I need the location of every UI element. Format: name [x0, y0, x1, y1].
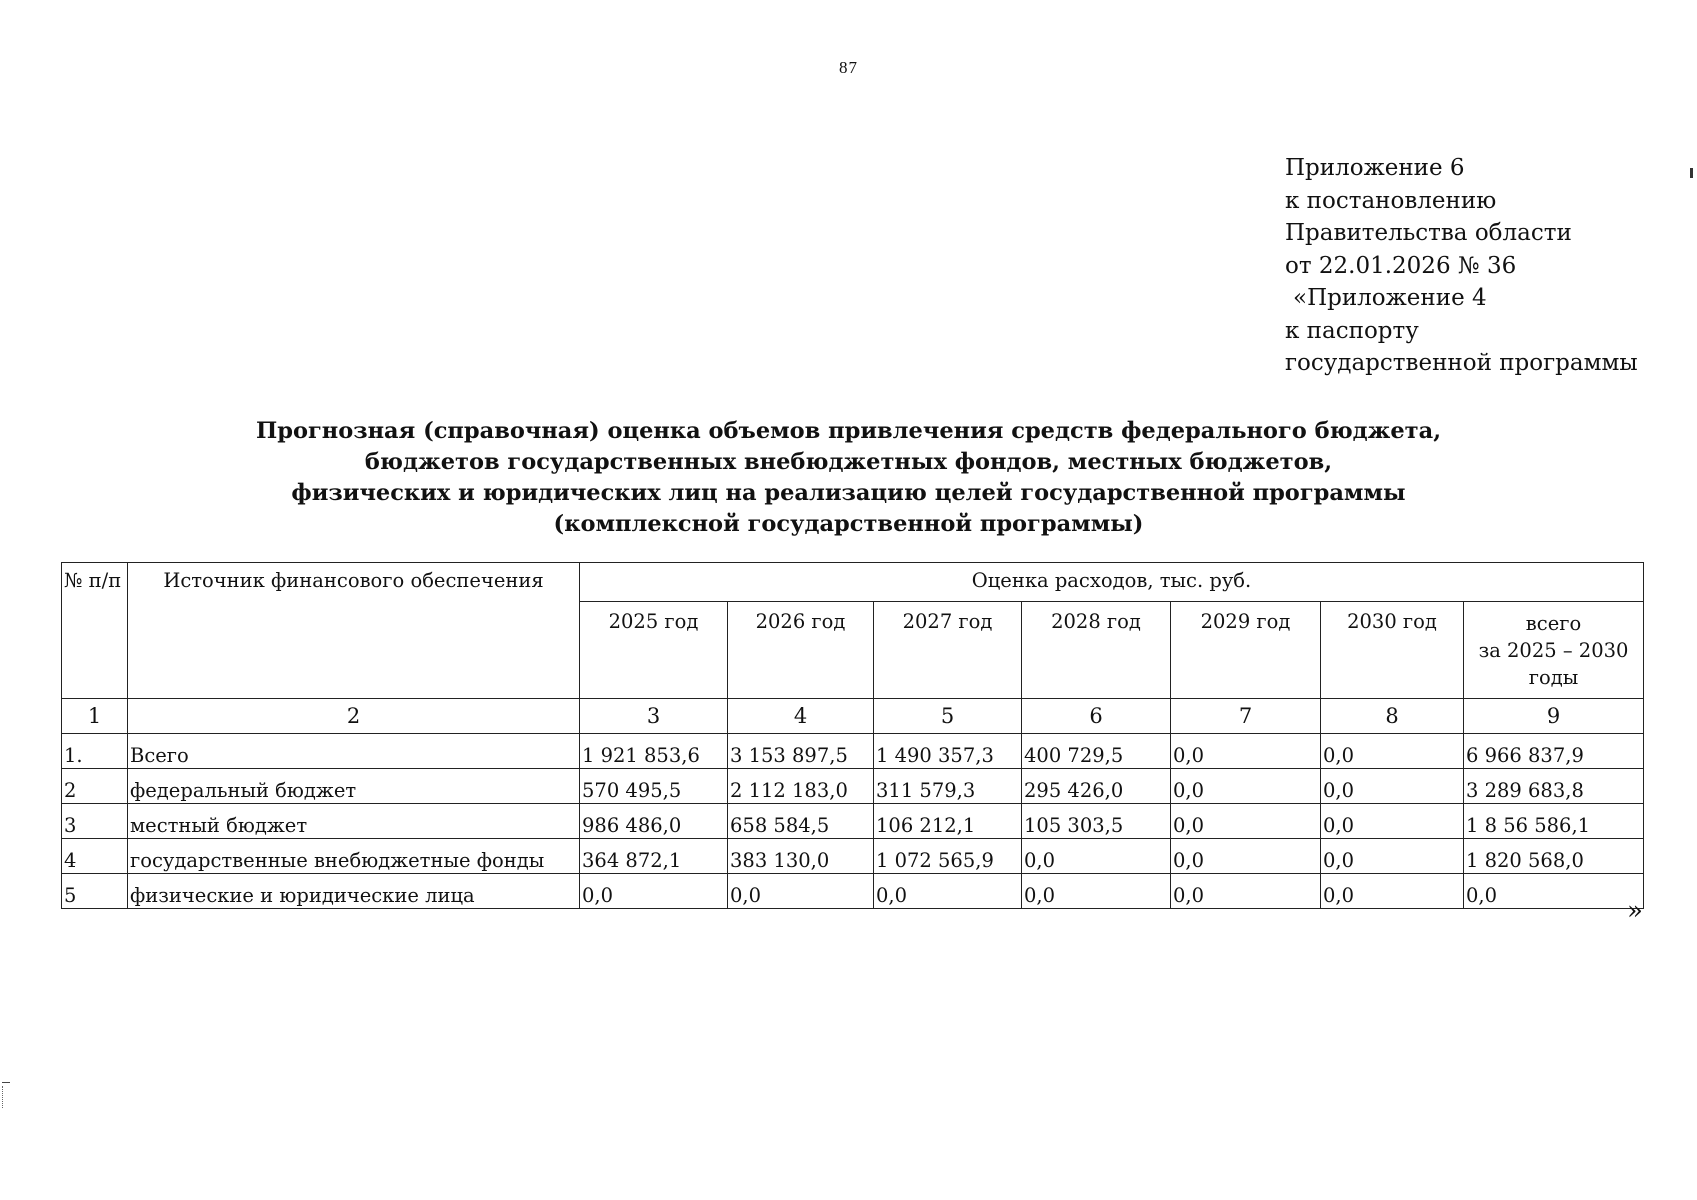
row-source: Всего [128, 734, 580, 769]
header-num: № п/п [62, 563, 128, 699]
column-number: 3 [580, 699, 728, 734]
row-total: 1 8 56 586,1 [1464, 804, 1644, 839]
row-value: 0,0 [1022, 839, 1171, 874]
appendix-line: Правительства области [1285, 220, 1572, 246]
page-number: 87 [839, 58, 858, 77]
header-total [1464, 602, 1644, 699]
row-num: 1. [62, 734, 128, 769]
row-value: 0,0 [580, 874, 728, 909]
row-value: 0,0 [1171, 734, 1321, 769]
row-value: 1 072 565,9 [874, 839, 1022, 874]
appendix-block [1285, 152, 1638, 380]
table-row [62, 804, 1644, 839]
row-value: 0,0 [1321, 769, 1464, 804]
scan-edge-mark [2, 1082, 10, 1083]
row-value: 0,0 [1321, 839, 1464, 874]
header-total-line: годы [1528, 666, 1579, 689]
row-source: местный бюджет [128, 804, 580, 839]
row-source: федеральный бюджет [128, 769, 580, 804]
appendix-line: к паспорту [1285, 317, 1419, 344]
header-year: 2027 год [874, 602, 1022, 699]
row-value: 0,0 [1022, 874, 1171, 909]
header-source: Источник финансового обеспечения [128, 563, 580, 699]
appendix-line: к постановлению [1285, 187, 1497, 214]
row-value: 0,0 [874, 874, 1022, 909]
row-value: 3 153 897,5 [728, 734, 874, 769]
table-row [62, 839, 1644, 874]
column-number: 4 [728, 699, 874, 734]
table-row [62, 734, 1644, 769]
scan-edge-mark [2, 1086, 9, 1108]
header-year: 2025 год [580, 602, 728, 699]
column-number: 8 [1321, 699, 1464, 734]
closing-quote: » [1627, 896, 1643, 926]
header-year: 2029 год [1171, 602, 1321, 699]
row-value: 295 426,0 [1022, 769, 1171, 804]
column-number: 6 [1022, 699, 1171, 734]
row-value: 311 579,3 [874, 769, 1022, 804]
column-number: 7 [1171, 699, 1321, 734]
row-total: 0,0 [1464, 874, 1644, 909]
title-line: физических и юридических лиц на реализацию целей государственной программы [291, 480, 1406, 506]
column-number: 9 [1464, 699, 1644, 734]
header-total-line: всего [1525, 612, 1582, 635]
scan-edge-mark [1690, 168, 1693, 178]
appendix-line: Приложение 6 [1285, 155, 1465, 181]
budget-table [61, 562, 1644, 909]
header-year: 2028 год [1022, 602, 1171, 699]
column-number: 2 [128, 699, 580, 734]
row-source: государственные внебюджетные фонды [128, 839, 580, 874]
row-total: 6 966 837,9 [1464, 734, 1644, 769]
appendix-line: «Приложение 4 [1293, 285, 1487, 311]
row-value: 0,0 [1171, 839, 1321, 874]
row-value: 0,0 [1321, 804, 1464, 839]
row-source: физические и юридические лица [128, 874, 580, 909]
row-value: 0,0 [1171, 874, 1321, 909]
row-num: 5 [62, 874, 128, 909]
table-row [62, 769, 1644, 804]
title-line: (комплексной государственной программы) [553, 511, 1144, 537]
row-num: 2 [62, 769, 128, 804]
row-value: 0,0 [1171, 804, 1321, 839]
row-value: 383 130,0 [728, 839, 874, 874]
table-row [62, 874, 1644, 909]
title-line: бюджетов государственных внебюджетных фондов, местных бюджетов, [364, 449, 1333, 475]
row-value: 364 872,1 [580, 839, 728, 874]
row-value: 400 729,5 [1022, 734, 1171, 769]
header-total-line: за 2025 – 2030 [1478, 639, 1629, 662]
row-value: 106 212,1 [874, 804, 1022, 839]
row-value: 105 303,5 [1022, 804, 1171, 839]
row-value: 1 490 357,3 [874, 734, 1022, 769]
row-value: 0,0 [1321, 874, 1464, 909]
row-value: 0,0 [1321, 734, 1464, 769]
row-value: 2 112 183,0 [728, 769, 874, 804]
row-value: 1 921 853,6 [580, 734, 728, 769]
row-value: 658 584,5 [728, 804, 874, 839]
row-value: 986 486,0 [580, 804, 728, 839]
header-year: 2026 год [728, 602, 874, 699]
title-line: Прогнозная (справочная) оценка объемов привлечения средств федерального бюджета, [255, 418, 1442, 444]
appendix-line: от 22.01.2026 № 36 [1285, 252, 1517, 279]
row-num: 3 [62, 804, 128, 839]
header-year: 2030 год [1321, 602, 1464, 699]
row-value: 570 495,5 [580, 769, 728, 804]
column-number: 1 [62, 699, 128, 734]
row-num: 4 [62, 839, 128, 874]
budget-table-wrap [61, 562, 1644, 909]
row-value: 0,0 [1171, 769, 1321, 804]
row-total: 1 820 568,0 [1464, 839, 1644, 874]
document-title [0, 416, 1697, 540]
row-value: 0,0 [728, 874, 874, 909]
appendix-line: государственной программы [1285, 350, 1638, 376]
column-number: 5 [874, 699, 1022, 734]
row-total: 3 289 683,8 [1464, 769, 1644, 804]
header-estimate: Оценка расходов, тыс. руб. [580, 563, 1644, 602]
